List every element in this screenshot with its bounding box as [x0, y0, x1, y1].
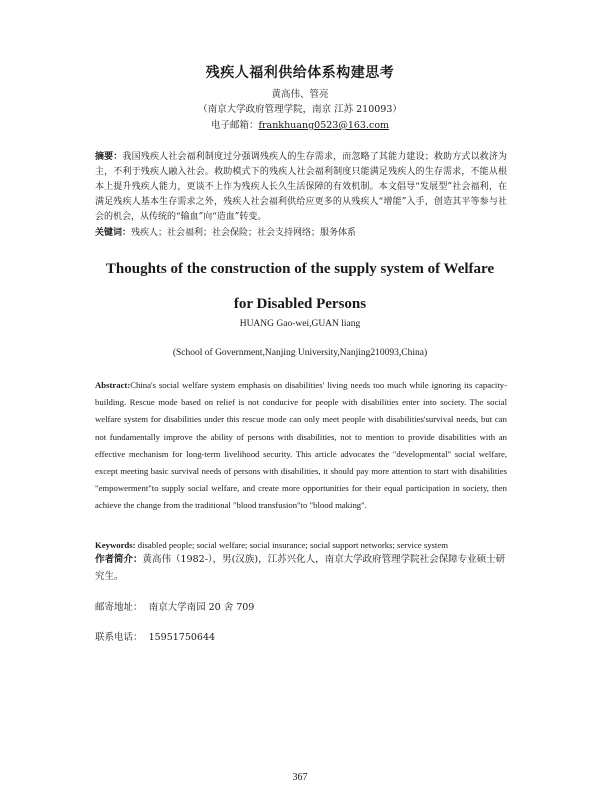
english-title-line-2: for Disabled Persons	[233, 296, 367, 312]
chinese-authors: 黄高伟、管亮	[271, 89, 329, 100]
mailing-address-label: 邮寄地址：	[95, 602, 143, 613]
contact-phone-text: 15951750644	[148, 632, 216, 643]
english-abstract	[95, 377, 507, 515]
english-abstract-text: China's social welfare system emphasis on disabilities' living needs too much while ignoring its capacity-building. Rescue mode based on relief is not conducive for people with disabilities enter into society. The social welfare system for disabilities under this rescue mode can only meet people with disabilities'survival needs, but can not fundamentally improve the ability of persons with disabilities, not to mention to provide disabilities with an effective mechanism for long-term livelihood security. This article advocates the "developmental" social welfare, except meeting basic survival needs of persons with disabilities, it should pay more attention to start with disabilities "empowerment"to supply social welfare, and create more opportunities for their equal participation in society, then achieve the change from the traditional "blood transfusion"to "blood making".	[95, 380, 507, 511]
mailing-address-text: 南京大学南园 20 舍 709	[148, 602, 255, 613]
author-bio	[95, 551, 507, 585]
english-keywords-text: disabled people; social welfare; social insurance; social support networks; service system	[137, 540, 448, 550]
chinese-title: 残疾人福利供给体系构建思考	[205, 65, 395, 81]
contact-phone-label: 联系电话：	[95, 632, 143, 643]
chinese-keywords-text: 残疾人；社会福利；社会保险；社会支持网络；服务体系	[131, 228, 357, 238]
chinese-abstract	[95, 150, 507, 225]
chinese-affiliation: （南京大学政府管理学院，南京 江苏 210093）	[198, 104, 402, 115]
author-bio-text: 黄高伟（1982-），男(汉族)，江苏兴化人，南京大学政府管理学院社会保障专业硕士研究生。	[95, 554, 506, 582]
english-title-line-1: Thoughts of the construction of the supply system of Welfare	[105, 261, 495, 277]
chinese-keywords	[95, 226, 507, 241]
page-number: 367	[292, 772, 308, 783]
english-abstract-label: Abstract:	[95, 380, 131, 390]
chinese-email-line	[0, 117, 600, 131]
chinese-abstract-label: 摘要：	[95, 152, 123, 162]
author-bio-label: 作者简介：	[95, 554, 143, 565]
email-link[interactable]: frankhuang0523@163.com	[258, 120, 390, 131]
english-affiliation: (School of Government,Nanjing University,Nanjing210093,China)	[172, 348, 428, 358]
chinese-keywords-label: 关键词：	[95, 228, 132, 238]
email-label: 电子邮箱：	[210, 120, 259, 131]
mailing-address	[95, 599, 254, 613]
chinese-abstract-text: 我国残疾人社会福利制度过分强调残疾人的生存需求，而忽略了其能力建设；救助方式以救济为主，不利于残疾人融入社会。救助模式下的残疾人社会福利制度只能满足残疾人的生存需求，不能从根本上提升残疾人能力，更谈不上作为残疾人长久生活保障的有效机制。本文倡导“发展型”社会福利，在满足残疾人基本生存需求之外，残疾人社会福利供给应更多的从残疾人“增能”入手，创造其平等参与社会的机会，从传统的“输血”向“造血”转变。	[95, 152, 507, 222]
contact-phone	[95, 629, 215, 643]
english-authors: HUANG Gao-wei,GUAN liang	[239, 319, 361, 329]
english-keywords-label: Keywords:	[95, 540, 136, 550]
